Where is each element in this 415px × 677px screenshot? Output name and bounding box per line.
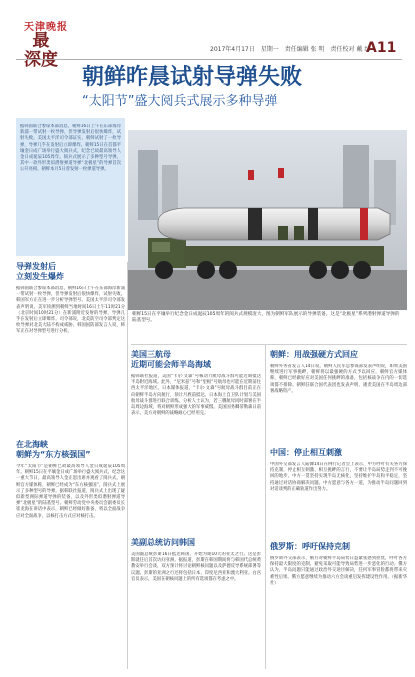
section-text-left-1: 据韩国联合参谋本部消息，朝鲜16日上午在东部海岸新浦一带试射一枚导弹，但导弹发射后很快爆炸，试射失败。韩国军方正在进一步分析导弹型号。美国太平洋司令部发表声明说，美军侦测到朝鲜当地时间16日上午11时21分（北京时间10时21分）在新浦附近发射的导弹，导弹几乎在发射后立即爆炸。司令部说，北美防空司令部判定这枚导弹对北美大陆不构成威胁。韩国国防部发言人说，韩军正在对导弹型号进行分析。 — [16, 286, 125, 335]
section-title-right-1: 朝鲜：用战强硬方式回应 — [270, 350, 358, 359]
section-text-mid-1: 据韩联社报道，美国“卡尔·文森”号核动力航母战斗群可能近期抵达半岛附近海域。此外，“尼米兹”号和“里根”号航母也可能在近期前往西太平洋地区。日本媒体报道，“卡尔·文森”号航母战斗群目前正在向朝鲜半岛方向航行，预计月底前抵达。日本海上自卫队计划与美国航母战斗群进行联合训练。分析人士认为，若三艘航母同时部署在半岛周边海域，将对朝鲜形成强大的军事威慑。美国国务卿蒂勒森日前表示，美方对朝鲜的战略耐心已经用完。 — [131, 374, 261, 417]
section-text-right-3: 俄罗斯外交部表示，俄方对朝鲜半岛局势日益紧张感到担忧，呼吁各方保持最大限度的克制，避免采取可能导致局势进一步恶化的行动。俄方认为，半岛问题只能通过政治外交途径解决，任何军事冒险都将带来灾难性后果。俄方愿意继续为推动六方会谈重启发挥建设性作用。（据新华社） — [270, 556, 407, 586]
column-divider-2 — [265, 344, 266, 669]
section-title-right-3: 俄罗斯：呼吁保持克制 — [270, 542, 350, 551]
section-text-left-2: 今年“太阳节”是朝鲜已故最高领导人金日成诞辰105周年。朝鲜15日在平壤金日成广场举行盛大阅兵式，纪念这一重大节日，最高领导人金正恩出席并观看了阅兵式。朝鲜官方媒体称，朝鲜已经成为“东方核强国”，阅兵式上展示了多种型号的导弹。据韩联社报道，阅兵式上出现了疑似新型洲际弹道导弹的装备，以及外形类似潜射弹道导弹“北极星”的陆基型号。朝鲜劳动党中央委员会副委员长崔龙海在讲话中表示，朝鲜已经做好准备，将以全面战争应对全面战争，以核打击方式应对核打击。 — [16, 464, 125, 519]
section-tag-line1: 最 — [32, 31, 50, 51]
missile-photo — [128, 130, 407, 310]
section-title-mid-1: 美国三航母 近期可能会师半岛海域 — [131, 350, 211, 369]
section-tag-line2: 深度 — [24, 50, 58, 70]
dateline: 2017年4月17日 星期一 责任编辑 张 明 责任校对 戴 红 — [210, 46, 371, 53]
section-title-left-1: 导弹发射后 立刻发生爆炸 — [16, 262, 64, 281]
section-title-mid-2: 美副总统访问韩国 — [131, 538, 195, 547]
section-text-right-2: 中国外交部发言人陆慷14日在例行记者会上表示，中方呼吁有关各方保持克制，停止相互刺激、相互挑衅的言行，不要让半岛局势走到不可挽回的地步。中方一贯坚持实现半岛无核化，坚持维护半岛和平稳定，坚持通过对话协商解决问题。中方愿意与各方一道，为推动半岛问题回到对话谈判的正确轨道作出努力。 — [270, 462, 407, 492]
section-text-right-1: 朝鲜外务省发言人14日说，朝鲜人民军总参谋部发表声明说，如果美国继续进行军事挑衅，朝鲜将以最强硬的方式予以回应。朝鲜官方媒体称，朝鲜已经做好应对美国任何挑衅的准备，包括核战争在内的一切选项都不排除。朝鲜驻联合国代表团也发表声明，谴责美国在半岛周边部署战略资产。 — [270, 364, 407, 394]
page-number: A11 — [366, 40, 397, 56]
headline: 朝鲜昨晨试射导弹失败 — [82, 65, 303, 90]
photo-bottom-divider — [131, 344, 407, 345]
missile-photo-illustration — [128, 130, 407, 310]
column-divider-1 — [127, 262, 128, 669]
lead-text: 据韩国联合参谋本部消息，朝鲜16日上午在东部海岸新浦一带试射一枚导弹，但导弹发射后很快爆炸，试射失败。美国太平洋司令部证实，朝鲜试射了一枚导弹，导弹几乎在发射后立即爆炸。朝鲜15日在首都平壤金日成广场举行盛大阅兵式，纪念已故最高领导人金日成诞辰105周年。阅兵式展示了多种型号导弹，其中一款外形类似潜射弹道导弹“北极星”的导弹首次公开亮相。朝鲜本月5日曾发射一枚弹道导弹。 — [20, 124, 121, 173]
subheadline: “太阳节”盛大阅兵式展示多种导弹 — [82, 94, 278, 109]
section-title-right-2: 中国：停止相互刺激 — [270, 448, 342, 457]
masthead-logo: 天津晚报 — [24, 22, 68, 33]
section-tag — [22, 32, 60, 70]
section-title-left-2: 在北海峡 朝鲜为“东方核强国” — [16, 440, 91, 459]
section-text-mid-2: 美国副总统彭斯16日抵达韩国，开始为期10天的亚太之行。这是彭斯就任后首次访问亚洲。据报道，彭斯在韩国期间将与韩国代总统黄教安举行会谈，双方预计将讨论朝鲜核问题以及萨德反导系统部署等议题。彭斯的亚洲之行还将包括日本、印度尼西亚和澳大利亚。白宫官员表示，美国在朝核问题上的所有选项都在考虑之中。 — [131, 552, 261, 582]
photo-caption: 朝鲜15日在平壤举行纪念金日成诞辰105周年的阅兵式规模庞大，图为朝鲜军队展示的导弹装备。这是“北极星”系列潜射弹道导弹的陆基型号。 — [132, 312, 400, 324]
